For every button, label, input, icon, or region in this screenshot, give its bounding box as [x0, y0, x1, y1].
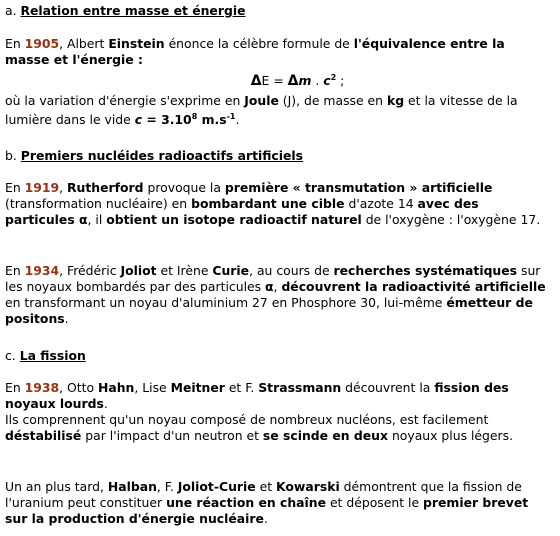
- text: découvrent la: [341, 380, 435, 395]
- speed-value: = 3.10: [142, 112, 192, 127]
- section-b-heading: [5, 148, 303, 163]
- text: de l'oxygène : l'oxygène 17.: [361, 212, 541, 227]
- formula-dot: .: [311, 73, 324, 88]
- year-1938: 1938: [24, 380, 60, 395]
- text: , F.: [156, 479, 178, 494]
- text: où la variation d'énergie s'exprime en: [5, 93, 245, 108]
- section-c-title: La fission: [19, 348, 86, 363]
- text: (J), de masse en: [278, 93, 387, 108]
- text: et F.: [224, 380, 259, 395]
- text: , Albert: [59, 36, 109, 51]
- emphasis: première « transmutation » artificielle: [224, 180, 493, 195]
- text: et déposent le: [326, 495, 424, 510]
- text: par l'impact d'un neutron et: [81, 428, 263, 443]
- text: , Frédéric: [59, 263, 121, 278]
- text: d'azote 14: [344, 196, 418, 211]
- text: et la vitesse de la lumière dans le vide: [5, 93, 518, 127]
- name-joliot-curie: Joliot-Curie: [177, 479, 256, 494]
- section-b-title: Premiers nucléides radioactifs artificiels: [20, 148, 304, 163]
- section-a-heading: [5, 3, 245, 18]
- formula-e: E =: [261, 73, 288, 88]
- year-1905: 1905: [24, 36, 60, 51]
- emphasis: avec des particules: [5, 196, 479, 227]
- exponent-minus-1: -1: [226, 112, 236, 121]
- section-c-prefix: c.: [5, 348, 20, 363]
- emphasis: émetteur de positons: [5, 295, 533, 326]
- name-curie: Curie: [212, 263, 250, 278]
- section-a-title: Relation entre masse et énergie: [20, 3, 246, 18]
- text: Un an plus tard,: [5, 479, 108, 494]
- name-strassmann: Strassmann: [258, 380, 342, 395]
- formula-exponent: 2: [330, 73, 337, 82]
- section-a-paragraph-2: [5, 93, 550, 128]
- formula: [5, 70, 550, 89]
- emphasis: obtient un isotope radioactif naturel: [106, 212, 362, 227]
- text: .: [64, 311, 69, 326]
- formula-m: m: [298, 73, 312, 88]
- section-c-paragraph-1: [5, 380, 550, 444]
- section-a-paragraph-1: [5, 36, 550, 68]
- year-1934: 1934: [24, 263, 60, 278]
- section-a-prefix: a.: [5, 3, 21, 18]
- text: ,: [59, 180, 68, 195]
- section-c-heading: [5, 348, 86, 363]
- section-b-paragraph-1: [5, 180, 550, 228]
- text: , Lise: [134, 380, 171, 395]
- emphasis: bombardant une cible: [191, 196, 345, 211]
- formula-end: ;: [336, 73, 345, 88]
- name-einstein: Einstein: [108, 36, 165, 51]
- formula-c: c: [323, 73, 331, 88]
- text: énonce la célèbre formule de: [164, 36, 354, 51]
- name-meitner: Meitner: [170, 380, 225, 395]
- text: , Otto: [59, 380, 98, 395]
- emphasis: recherches systématiques: [333, 263, 518, 278]
- emphasis: déstabilisé: [5, 428, 82, 443]
- alpha-symbol: α: [265, 279, 274, 294]
- speed-unit: m.s: [197, 112, 227, 127]
- text: (transformation nucléaire) en: [5, 196, 192, 211]
- emphasis: une réaction en chaîne: [166, 495, 326, 510]
- text: en transformant un noyau d'aluminium 27 en Phosphore 30, lui-même: [5, 295, 447, 310]
- text: .: [263, 511, 268, 526]
- name-hahn: Hahn: [98, 380, 135, 395]
- section-b-prefix: b.: [5, 148, 21, 163]
- unit-kg: kg: [386, 93, 405, 108]
- text: En: [5, 36, 25, 51]
- text: En: [5, 263, 25, 278]
- text: , au cours de: [249, 263, 334, 278]
- text: .: [235, 112, 240, 127]
- section-b-paragraph-2: [5, 263, 550, 327]
- text: ,: [273, 279, 282, 294]
- emphasis: premier brevet sur la production d'énergie nucléaire: [5, 495, 529, 526]
- delta-symbol: Δ: [250, 73, 262, 89]
- section-c-paragraph-2: [5, 479, 550, 527]
- text: et Irène: [156, 263, 213, 278]
- emphasis: se scinde en deux: [262, 428, 388, 443]
- text: provoque la: [143, 180, 225, 195]
- text: et: [255, 479, 277, 494]
- year-1919: 1919: [24, 180, 60, 195]
- text: démontrent que la fission de l'uranium peut constituer: [5, 479, 522, 510]
- name-joliot: Joliot: [120, 263, 157, 278]
- text: En: [5, 180, 25, 195]
- text: .: [103, 396, 108, 411]
- name-rutherford: Rutherford: [67, 180, 144, 195]
- text: Ils comprennent qu'un noyau composé de nombreux nucléons, est facilement: [5, 412, 489, 427]
- name-halban: Halban: [107, 479, 157, 494]
- text: , il: [87, 212, 107, 227]
- text: noyaux plus légers.: [388, 428, 514, 443]
- delta-symbol: Δ: [287, 73, 299, 89]
- symbol-c: c: [134, 112, 143, 127]
- unit-joule: Joule: [244, 93, 279, 108]
- exponent-8: 8: [191, 112, 198, 121]
- emphasis: découvrent la radioactivité artificielle: [281, 279, 546, 294]
- text: En: [5, 380, 25, 395]
- alpha-symbol: α: [79, 212, 88, 227]
- emphasis: l'équivalence entre la masse et l'énergie :: [5, 36, 505, 67]
- text: sur les noyaux bombardés par des particules: [5, 263, 541, 294]
- name-kowarski: Kowarski: [276, 479, 340, 494]
- emphasis: fission des noyaux lourds: [5, 380, 509, 411]
